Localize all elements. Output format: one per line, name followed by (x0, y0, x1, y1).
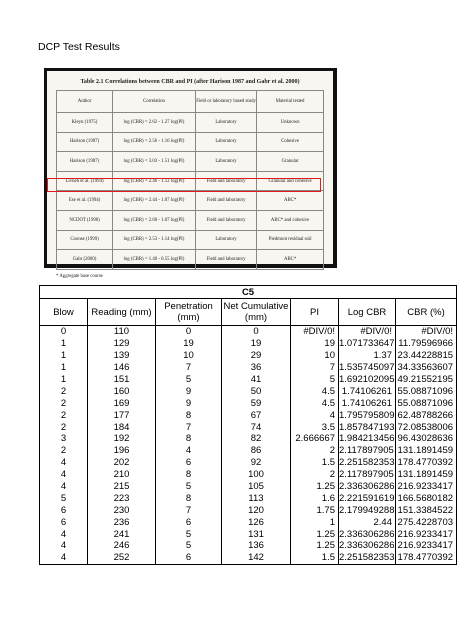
table-cell: 1 (291, 516, 339, 528)
table-cell: 6 (156, 457, 222, 469)
table-cell: 1.5 (291, 457, 339, 469)
table-cell: 202 (88, 457, 156, 469)
figure-cell: Coonse (1999) (57, 230, 113, 250)
table-cell: 166.5680182 (396, 492, 457, 504)
table-cell: #DIV/0! (291, 326, 339, 338)
table-cell: 196 (88, 445, 156, 457)
table-cell: 1.795795809 (339, 409, 395, 421)
table-cell: 1 (40, 338, 88, 350)
table-cell: 1.5 (291, 552, 339, 564)
table-cell: 4 (291, 409, 339, 421)
table-cell: 2 (40, 385, 88, 397)
figure-cell: Laboratory (195, 132, 256, 152)
table-cell: 86 (222, 445, 291, 457)
table-cell: 129 (88, 338, 156, 350)
dcp-results-table (39, 285, 457, 565)
figure-column-header: Author (57, 91, 113, 113)
table-cell: 1 (40, 374, 88, 386)
table-cell: 4 (40, 528, 88, 540)
table-header-row (40, 299, 457, 326)
table-cell: 5 (40, 492, 88, 504)
figure-cell: ABC* (257, 250, 324, 270)
figure-cell: Field and laboratory (195, 171, 256, 191)
table-cell: 7 (291, 362, 339, 374)
table-cell: 4 (40, 481, 88, 493)
figure-cell: Piedmont residual soil (257, 230, 324, 250)
table-row (40, 504, 457, 516)
table-cell: 2.336306286 (339, 481, 395, 493)
table-row (40, 552, 457, 564)
table-row (40, 516, 457, 528)
table-cell: 2 (40, 409, 88, 421)
table-cell: 2.666667 (291, 433, 339, 445)
table-cell: 4.5 (291, 397, 339, 409)
table-row (40, 362, 457, 374)
table-cell: 49.21552195 (396, 374, 457, 386)
table-row (40, 350, 457, 362)
table-cell: 8 (156, 409, 222, 421)
table-cell: 7 (156, 362, 222, 374)
figure-cell: Harison (1987) (57, 132, 113, 152)
column-header-line2: (mm) (177, 312, 200, 323)
table-cell: 2.221591619 (339, 492, 395, 504)
table-cell: 4 (40, 469, 88, 481)
table-cell: 0 (222, 326, 291, 338)
table-cell: 1.74106261 (339, 397, 396, 409)
table-cell: 74 (222, 421, 291, 433)
table-cell: 120 (222, 504, 291, 516)
column-header (291, 299, 339, 326)
table-cell: 275.4228703 (396, 516, 457, 528)
table-row (40, 540, 457, 552)
table-cell: 2 (291, 469, 339, 481)
figure-cell: log (CBR) = 1.40 - 0.55 log(PI) (113, 250, 196, 270)
table-cell: 0 (40, 326, 88, 338)
figure-cell: log (CBR) = 3.03 - 1.51 log(PI) (113, 152, 196, 172)
table-cell: 1.071733647 (339, 338, 395, 350)
table-cell: 139 (88, 350, 156, 362)
figure-cell: log (CBR) = 2.62 - 1.27 log(PI) (113, 113, 196, 133)
table-cell: 126 (222, 516, 291, 528)
table-cell: 9 (156, 385, 222, 397)
table-row (40, 374, 457, 386)
table-cell: 136 (222, 540, 291, 552)
table-cell: 4.5 (291, 385, 339, 397)
table-cell: 177 (88, 409, 156, 421)
table-cell: 210 (88, 469, 156, 481)
table-cell: 2.44 (339, 516, 396, 528)
figure-cell: Granular (257, 152, 324, 172)
figure-title: Table 2.1 Correlations between CBR and PI (after Harison 1987 and Gabr et al. 2000) (80, 79, 300, 85)
table-cell: 29 (222, 350, 291, 362)
table-cell: 7 (156, 504, 222, 516)
table-cell: 55.08871096 (396, 397, 457, 409)
table-cell: #DIV/0! (396, 326, 457, 338)
column-header (339, 299, 396, 326)
table-cell: 160 (88, 385, 156, 397)
table-row (40, 397, 457, 409)
table-cell: 6 (40, 516, 88, 528)
table-cell: 146 (88, 362, 156, 374)
column-header (156, 299, 222, 326)
table-cell: 0 (156, 326, 222, 338)
page-heading: DCP Test Results (38, 41, 120, 53)
column-header-line1: PI (310, 306, 319, 318)
figure-cell: Laboratory (195, 152, 256, 172)
figure-cell: Laboratory (195, 230, 256, 250)
figure-cell: Field and laboratory (195, 210, 256, 230)
figure-row (57, 132, 324, 152)
table-cell: 1.535745097 (339, 362, 395, 374)
table-cell: 216.9233417 (396, 540, 457, 552)
table-cell: 169 (88, 397, 156, 409)
table-cell: 241 (88, 528, 156, 540)
table-cell: 1.37 (339, 350, 396, 362)
table-row (40, 433, 457, 445)
table-cell: 2.179949288 (339, 504, 395, 516)
table-cell: 19 (156, 338, 222, 350)
table-band-title: C5 (40, 286, 457, 299)
table-row (40, 469, 457, 481)
figure-page (47, 71, 333, 279)
table-cell: 55.08871096 (396, 385, 457, 397)
table-cell: 10 (291, 350, 339, 362)
table-row (40, 528, 457, 540)
table-cell: 41 (222, 374, 291, 386)
figure-cell: NCDOT (1998) (57, 210, 113, 230)
column-header-line1: Penetration (164, 301, 213, 312)
figure-row (57, 210, 324, 230)
table-cell: 2 (40, 445, 88, 457)
table-cell: 10 (156, 350, 222, 362)
table-cell: 50 (222, 385, 291, 397)
table-cell: 1.6 (291, 492, 339, 504)
table-cell: 1.75 (291, 504, 339, 516)
table-cell: 223 (88, 492, 156, 504)
table-row (40, 385, 457, 397)
correlation-table-figure (44, 68, 337, 279)
table-cell: 3 (40, 433, 88, 445)
figure-cell: Field and laboratory (195, 191, 256, 211)
table-cell: 4 (40, 540, 88, 552)
figure-row (57, 191, 324, 211)
table-row (40, 338, 457, 350)
table-cell: 1.25 (291, 528, 339, 540)
table-cell: 178.4770392 (396, 552, 457, 564)
table-cell: 110 (88, 326, 156, 338)
figure-column-header: Material tested (257, 91, 324, 113)
table-row (40, 492, 457, 504)
table-cell: 1 (40, 362, 88, 374)
table-cell: 2.336306286 (339, 540, 395, 552)
table-cell: 36 (222, 362, 291, 374)
table-cell: 2 (40, 397, 88, 409)
table-cell: 151.3384522 (396, 504, 457, 516)
column-header (40, 299, 88, 326)
table-cell: 2.117897905 (339, 469, 394, 481)
table-cell: 59 (222, 397, 291, 409)
table-row (40, 409, 457, 421)
table-cell: 8 (156, 469, 222, 481)
table-cell: 5 (156, 540, 222, 552)
table-cell: 178.4770392 (396, 457, 457, 469)
table-cell: 5 (291, 374, 339, 386)
figure-header-row (57, 91, 324, 113)
table-cell: 1.74106261 (339, 385, 396, 397)
table-cell: 4 (40, 457, 88, 469)
highlight-box (47, 178, 321, 192)
table-cell: 5 (156, 374, 222, 386)
figure-cell: log (CBR) = 2.44 - 1.07 log(PI) (113, 191, 196, 211)
figure-cell: log (CBR) = 2.56 - 1.16 log(PI) (113, 132, 196, 152)
figure-cell: log (CBR) = 2.46 - 1.12 log(PI) (113, 171, 196, 191)
column-header (396, 299, 457, 326)
table-cell: 246 (88, 540, 156, 552)
figure-cell: Unknown (257, 113, 324, 133)
figure-cell: log (CBR) = 2.53 - 1.14 log(PI) (113, 230, 196, 250)
table-cell: 131 (222, 528, 291, 540)
table-cell: 230 (88, 504, 156, 516)
table-cell: 5 (156, 528, 222, 540)
table-cell: 19 (222, 338, 291, 350)
table-cell: 113 (222, 492, 291, 504)
figure-cell: Laboratory (195, 113, 256, 133)
column-header-line1: Reading (mm) (91, 306, 152, 318)
table-cell: 216.9233417 (396, 528, 457, 540)
table-cell: 215 (88, 481, 156, 493)
table-cell: 105 (222, 481, 291, 493)
table-cell: 1.25 (291, 481, 339, 493)
figure-cell: Harison (1987) (57, 152, 113, 172)
column-header (88, 299, 156, 326)
table-cell: 7 (156, 421, 222, 433)
table-cell: 6 (40, 504, 88, 516)
figure-cell: Gabr (2000) (57, 250, 113, 270)
column-header-line1: CBR (%) (407, 306, 445, 318)
table-cell: #DIV/0! (339, 326, 396, 338)
figure-cell: ABC* and cohesive (257, 210, 324, 230)
table-row (40, 445, 457, 457)
table-cell: 184 (88, 421, 156, 433)
table-cell: 67 (222, 409, 291, 421)
table-cell: 19 (291, 338, 339, 350)
table-cell: 2.117897905 (339, 445, 394, 457)
table-cell: 4 (156, 445, 222, 457)
table-cell: 2.251582353 (339, 552, 395, 564)
figure-row (57, 113, 324, 133)
table-cell: 1.692102095 (339, 374, 395, 385)
table-row (40, 326, 457, 338)
table-cell: 2.336306286 (339, 528, 395, 540)
table-cell: 192 (88, 433, 156, 445)
figure-cell: Ese et al. (1994) (57, 191, 113, 211)
table-cell: 62.48788266 (396, 409, 457, 421)
figure-column-header: Correlation (113, 91, 196, 113)
column-header (222, 299, 291, 326)
table-cell: 100 (222, 469, 291, 481)
column-header-line1: Blow (53, 306, 74, 318)
table-cell: 72.08538006 (396, 421, 457, 433)
table-cell: 92 (222, 457, 291, 469)
figure-row (57, 152, 324, 172)
figure-cell: log (CBR) = 2.60 - 1.07 log(PI) (113, 210, 196, 230)
table-cell: 3.5 (291, 421, 339, 433)
figure-cell: Cohesive (257, 132, 324, 152)
figure-row (57, 250, 324, 270)
table-cell: 142 (222, 552, 291, 564)
table-cell: 4 (40, 552, 88, 564)
table-cell: 34.33563607 (396, 362, 457, 374)
table-cell: 252 (88, 552, 156, 564)
column-header-line1: Net Cumulative (223, 301, 289, 312)
table-row (40, 457, 457, 469)
figure-cell: Field and laboratory (195, 250, 256, 270)
table-cell: 2 (40, 421, 88, 433)
table-cell: 131.1891459 (396, 469, 457, 481)
table-cell: 1.25 (291, 540, 339, 552)
figure-cell: Granular and cohesive (257, 171, 324, 191)
table-cell: 11.79596966 (396, 338, 457, 350)
table-cell: 151 (88, 374, 156, 386)
table-cell: 131.1891459 (396, 445, 457, 457)
table-cell: 5 (156, 481, 222, 493)
table-cell: 8 (156, 433, 222, 445)
figure-cell: ABC* (257, 191, 324, 211)
table-cell: 1 (40, 350, 88, 362)
table-row (40, 421, 457, 433)
table-cell: 6 (156, 516, 222, 528)
figure-row (57, 230, 324, 250)
column-header-line2: (mm) (244, 312, 268, 323)
table-cell: 2 (291, 445, 339, 457)
table-cell: 2.251582353 (339, 457, 395, 469)
figure-cell: Kleyn (1975) (57, 113, 113, 133)
table-cell: 1.984213456 (339, 433, 395, 445)
table-cell: 9 (156, 397, 222, 409)
table-cell: 8 (156, 492, 222, 504)
table-cell: 6 (156, 552, 222, 564)
table-cell: 1.857847193 (339, 421, 395, 433)
column-header-line1: Log CBR (347, 306, 387, 318)
figure-column-header: Field or laboratory based study (195, 91, 256, 113)
table-cell: 82 (222, 433, 291, 445)
table-cell: 96.43028636 (396, 433, 457, 445)
figure-cell: Livneh et al. (1994) (57, 171, 113, 191)
table-cell: 23.44228815 (396, 350, 457, 362)
figure-footnote: * Aggregate base course (56, 273, 103, 279)
table-row (40, 481, 457, 493)
table-cell: 216.9233417 (396, 481, 457, 493)
table-cell: 236 (88, 516, 156, 528)
